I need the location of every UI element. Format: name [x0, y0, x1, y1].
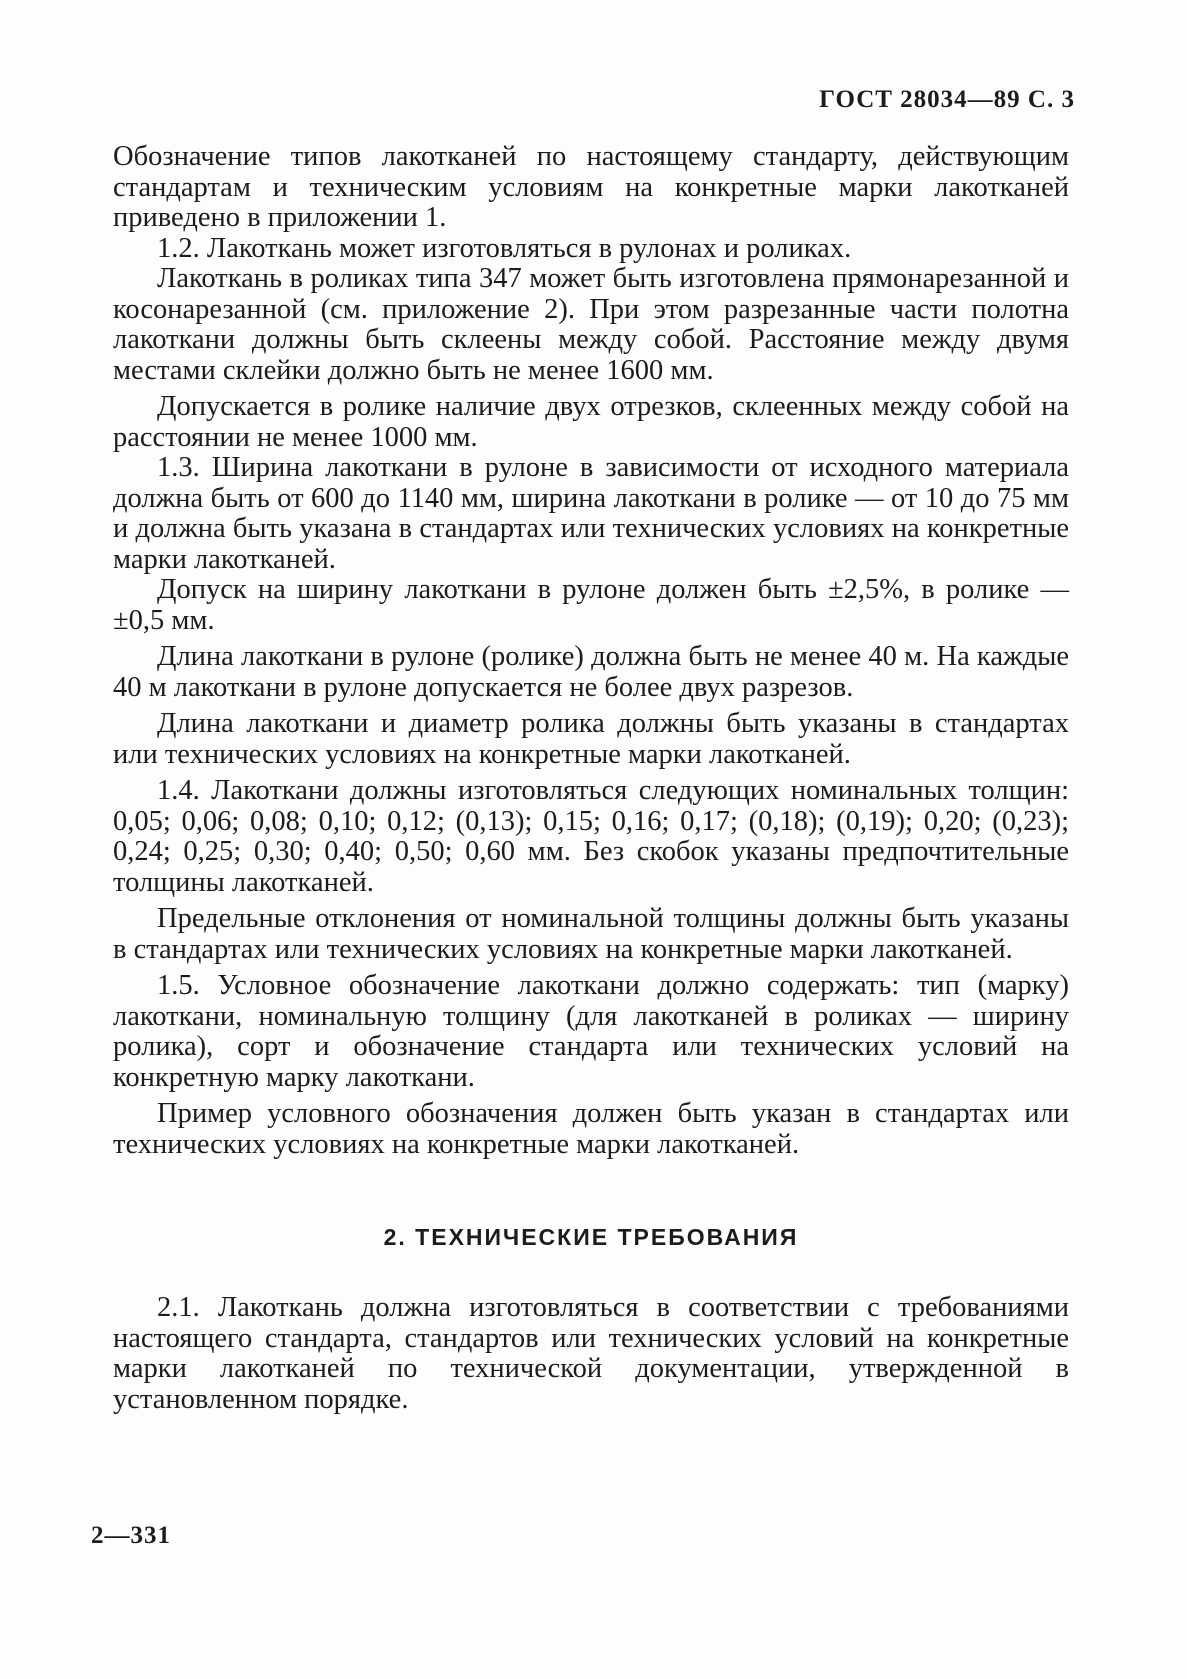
paragraph-designation-example: Пример условного обозначения должен быть указан в стандартах или технических условиях на конкретные марки лакотканей. [113, 1098, 1069, 1160]
paragraph-length-diameter: Длина лакоткани и диаметр ролика должны быть указаны в стандартах или технических условиях на конкретные марки лакотканей. [113, 708, 1069, 770]
paragraph-1-3: 1.3. Ширина лакоткани в рулоне в зависимости от исходного материала должна быть от 600 до 1140 мм, ширина лакоткани в ролике — от 10 до 75 мм и должна быть указана в стандартах или технических условиях на конкретные марки лакотканей. [113, 452, 1069, 575]
paragraph-2-1: 2.1. Лакоткань должна изготовляться в соответствии с требованиями настоящего стандарта, стандартов или технических условий на конкретные марки лакотканей по технической документации, утвержденной в установленном порядке. [113, 1292, 1069, 1415]
paragraph-1-2: 1.2. Лакоткань может изготовляться в рулонах и роликах. [157, 232, 852, 264]
paragraph-length: Длина лакоткани в рулоне (ролике) должна быть не менее 40 м. На каждые 40 м лакоткани в рулоне допускается не более двух разрезов. [113, 641, 1069, 703]
paragraph-two-segments: Допускается в ролике наличие двух отрезков, склеенных между собой на расстоянии не менее 1000 мм. [113, 391, 1069, 453]
page-footer-code: 2—331 [91, 1522, 171, 1549]
paragraph-1-5: 1.5. Условное обозначение лакоткани должно содержать: тип (марку) лакоткани, номинальную толщину (для лакотканей в роликах — ширину ролика), сорт и обозначение стандарта или технических условий на конкретную марку лакоткани. [113, 970, 1069, 1093]
paragraph-1-4: 1.4. Лакоткани должны изготовляться следующих номинальных толщин: 0,05; 0,06; 0,08; 0,10; 0,12; (0,13); 0,15; 0,16; 0,17; (0,18); (0,19); 0,20; (0,23); 0,24; 0,25; 0,30; 0,40; 0,50; 0,60 мм. Без скобок указаны предпочтительные толщины лакотканей. [113, 775, 1069, 898]
paragraph-thickness-deviation: Предельные отклонения от номинальной толщины должны быть указаны в стандартах или технических условиях на конкретные марки лакотканей. [113, 903, 1069, 965]
paragraph-designation-types: Обозначение типов лакотканей по настоящему стандарту, действующим стандартам и техническим условиям на конкретные марки лакотканей приведено в приложении 1. [113, 141, 1069, 233]
paragraph-width-tolerance: Допуск на ширину лакоткани в рулоне должен быть ±2,5%, в ролике — ±0,5 мм. [113, 574, 1069, 636]
document-body [113, 142, 1069, 1415]
section-title-technical-requirements: 2. ТЕХНИЧЕСКИЕ ТРЕБОВАНИЯ [383, 1224, 799, 1250]
page-header-standard: ГОСТ 28034—89 С. 3 [819, 86, 1075, 113]
paragraph-roll-type-347: Лакоткань в роликах типа 347 может быть изготовлена прямонарезанной и косонарезанной (см. приложение 2). При этом разрезанные части полотна лакоткани должны быть склеены между собой. Расстояние между двумя местами склейки должно быть не менее 1600 мм. [113, 263, 1069, 386]
